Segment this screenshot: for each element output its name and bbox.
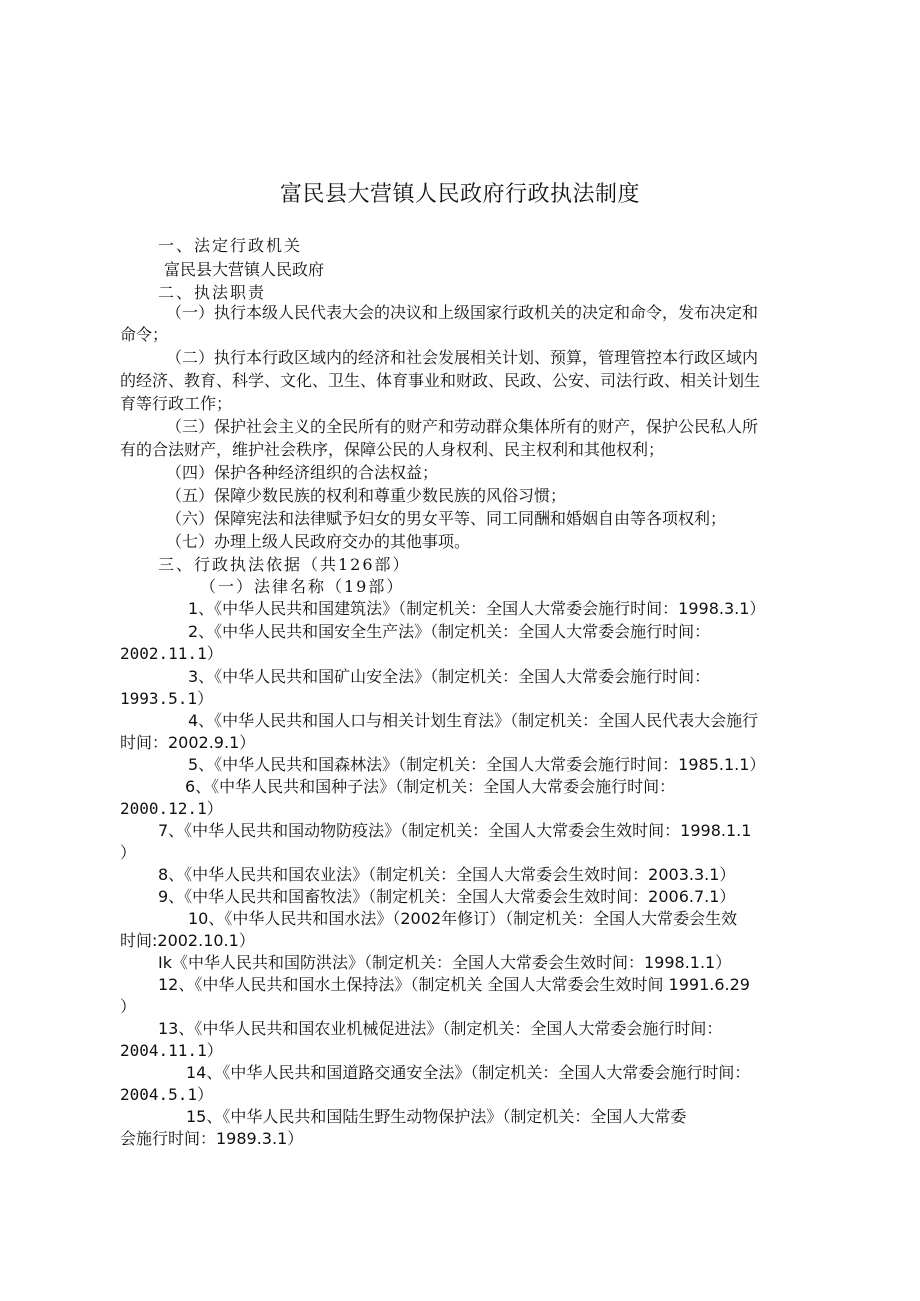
paragraph-line: （六）保障宪法和法律赋予妇女的男女平等、同工同酬和婚姻自由等各项权利； (166, 509, 727, 528)
paragraph-line: 有的合法财产，维护社会秩序，保障公民的人身权利、民主权利和其他权利； (120, 440, 665, 459)
law-item-continued: 2000.12.1） (120, 799, 223, 818)
law-item-continued: 2004.11.1） (120, 1041, 223, 1060)
paragraph-line: 富民县大营镇人民政府 (164, 260, 325, 279)
section-heading: 二、执法职责 (158, 283, 267, 302)
law-item: 4、《中华人民共和国人口与相关计划生育法》（制定机关：全国人民代表大会施行 (188, 711, 759, 730)
paragraph-line: （一）执行本级人民代表大会的决议和上级国家行政机关的决定和命令，发布决定和 (166, 303, 759, 322)
document-title: 富民县大营镇人民政府行政执法制度 (279, 182, 640, 207)
paragraph-line: （四）保护各种经济组织的合法权益； (166, 463, 439, 482)
law-item: 5、《中华人民共和国森林法》（制定机关：全国人大常委会施行时间：1985.1.1） (188, 755, 766, 774)
law-item-continued: 2002.11.1） (120, 644, 223, 663)
paragraph-line: （七）办理上级人民政府交办的其他事项。 (166, 532, 471, 551)
section-heading: 一、法定行政机关 (158, 236, 303, 255)
paragraph-line: 的经济、教育、科学、文化、卫生、体育事业和财政、民政、公安、司法行政、相关计划生 (120, 371, 761, 390)
law-item: 13、《中华人民共和国农业机械促进法》（制定机关：全国人大常委会施行时间： (158, 1019, 723, 1038)
law-item-continued: 时间:2002.10.1） (120, 931, 255, 950)
law-item: 9、《中华人民共和国畜牧法》（制定机关：全国人大常委会生效时间：2006.7.1） (158, 887, 736, 906)
law-item: 10、《中华人民共和国水法》（2002年修订）（制定机关：全国人大常委会生效 (188, 909, 738, 928)
subsection-heading: （一）法律名称（19部） (200, 577, 405, 596)
paragraph-line: （三）保护社会主义的全民所有的财产和劳动群众集体所有的财产，保护公民私人所 (166, 417, 759, 436)
paragraph-line: 育等行政工作； (120, 394, 233, 413)
section-heading: 三、行政执法依据（共126部） (158, 555, 411, 574)
law-item: 1、《中华人民共和国建筑法》（制定机关：全国人大常委会施行时间：1998.3.1） (188, 599, 766, 618)
law-item: 7、《中华人民共和国动物防疫法》（制定机关：全国人大常委会生效时间：1998.1.1 (158, 821, 752, 840)
paragraph-line: （二）执行本行政区域内的经济和社会发展相关计划、预算，管理管控本行政区域内 (166, 348, 759, 367)
law-item-continued: ） (120, 997, 137, 1016)
law-item-continued: ） (120, 843, 137, 862)
law-item-continued: 2004.5.1） (120, 1085, 214, 1104)
law-item-continued: 1993.5.1） (120, 689, 214, 708)
law-item: 6、《中华人民共和国种子法》（制定机关：全国人大常委会施行时间： (185, 777, 676, 796)
law-item-continued: 会施行时间：1989.3.1） (120, 1129, 304, 1148)
law-item: 3、《中华人民共和国矿山安全法》（制定机关：全国人大常委会施行时间： (188, 667, 711, 686)
law-item: 14、《中华人民共和国道路交通安全法》（制定机关：全国人大常委会施行时间： (186, 1063, 751, 1082)
paragraph-line: 命令； (120, 325, 169, 344)
law-item: Ik《中华人民共和国防洪法》（制定机关：全国人大常委会生效时间：1998.1.1） (158, 953, 732, 972)
paragraph-line: （五）保障少数民族的权利和尊重少数民族的风俗习惯； (166, 486, 567, 505)
law-item: 15、《中华人民共和国陆生野生动物保护法》（制定机关：全国人大常委 (186, 1107, 687, 1126)
law-item: 2、《中华人民共和国安全生产法》（制定机关：全国人大常委会施行时间： (188, 622, 711, 641)
law-item: 8、《中华人民共和国农业法》（制定机关：全国人大常委会生效时间：2003.3.1） (158, 865, 736, 884)
law-item: 12、《中华人民共和国水土保持法》（制定机关 全国人大常委会生效时间 1991.6.29 (158, 975, 750, 994)
law-item-continued: 时间：2002.9.1） (120, 733, 256, 752)
